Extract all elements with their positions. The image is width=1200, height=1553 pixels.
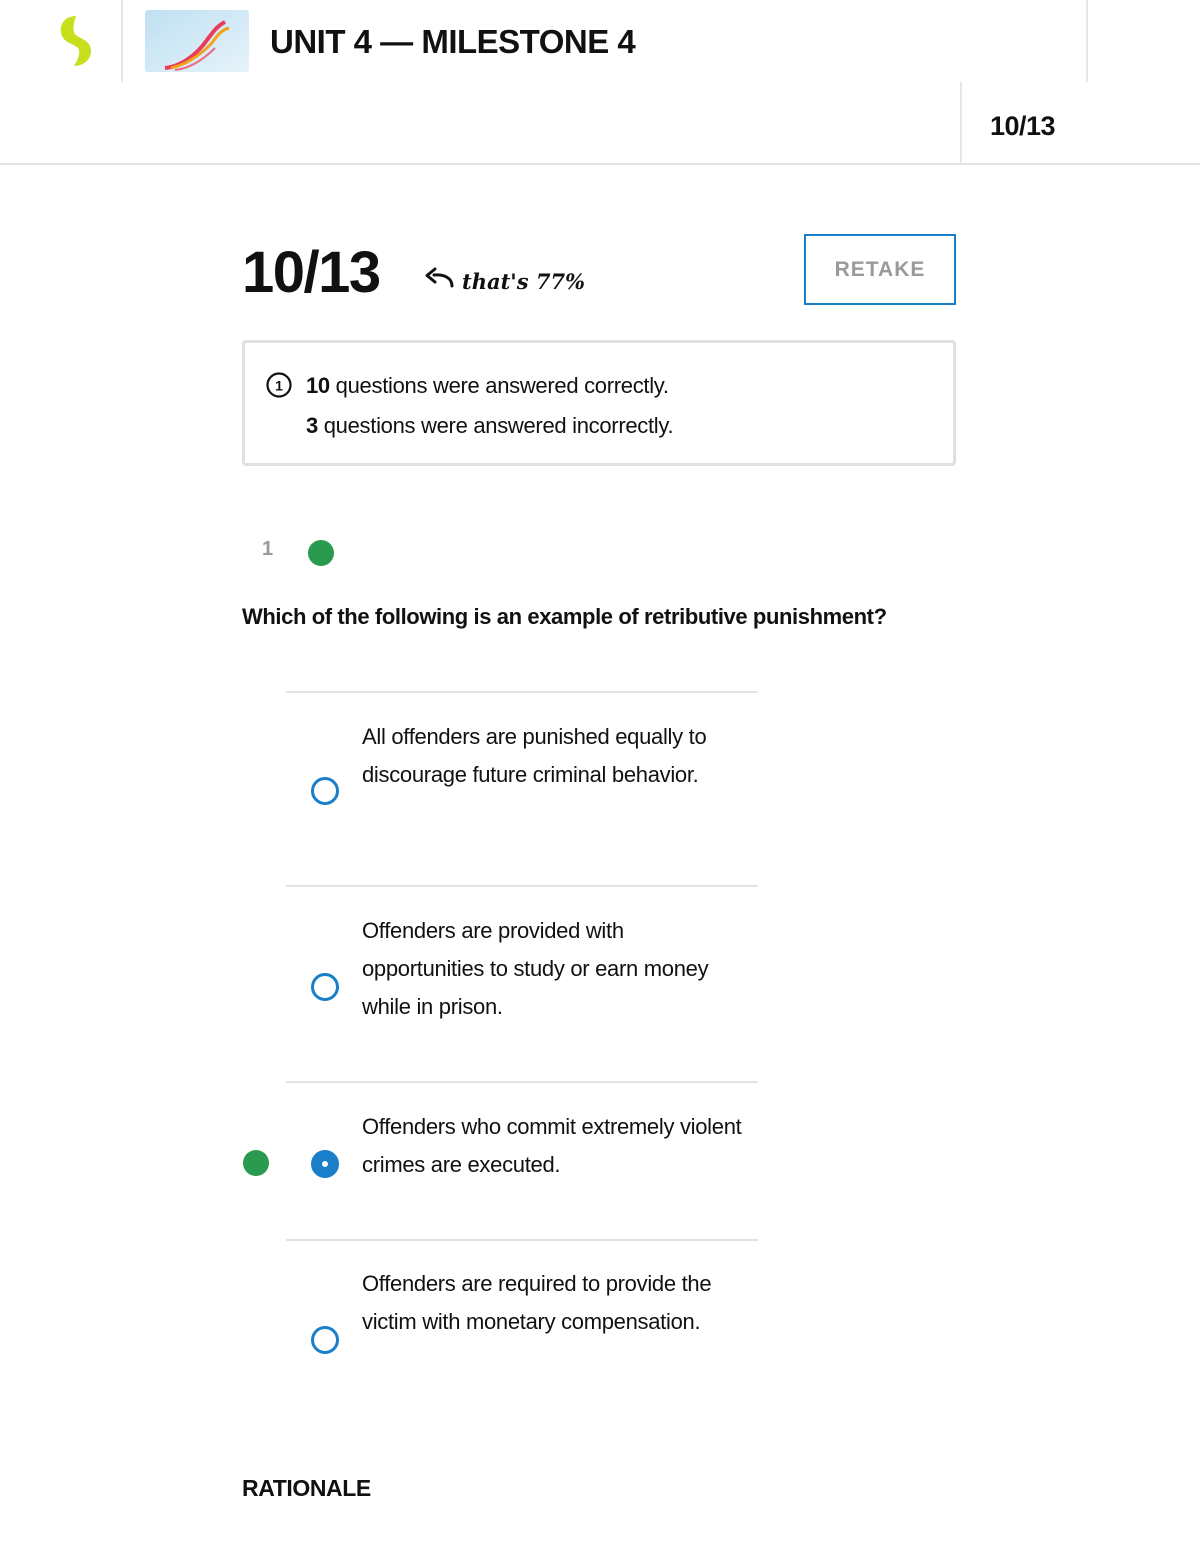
option-radio[interactable] xyxy=(311,1326,339,1354)
course-thumbnail-image xyxy=(145,10,249,72)
question-text: Which of the following is an example of retributive punishment? xyxy=(242,604,887,629)
option-radio-selected[interactable] xyxy=(311,1150,339,1178)
option-text: Offenders are provided with opportunities to study or earn money while in prison. xyxy=(362,918,709,1019)
score-percent xyxy=(422,266,585,297)
incorrect-summary: 3 questions were answered incorrectly. xyxy=(306,413,674,438)
info-icon xyxy=(265,371,293,399)
percent-text: that's 77% xyxy=(462,269,586,294)
header-divider xyxy=(121,0,123,82)
correct-summary: 10 questions were answered correctly. xyxy=(306,373,669,398)
header-bottom-border xyxy=(0,163,1200,165)
page-title: UNIT 4 — MILESTONE 4 xyxy=(270,23,636,60)
question-correct-indicator xyxy=(308,540,334,566)
results-summary-box xyxy=(242,340,956,466)
option-divider xyxy=(286,691,758,693)
option-divider xyxy=(286,1081,758,1083)
retake-button[interactable]: RETAKE xyxy=(804,234,956,305)
option-divider xyxy=(286,885,758,887)
score-value: 10/13 xyxy=(242,240,380,305)
option-radio[interactable] xyxy=(311,777,339,805)
option-text: All offenders are punished equally to discourage future criminal behavior. xyxy=(362,724,707,787)
curved-arrow-icon xyxy=(422,266,456,297)
sophia-logo-icon[interactable] xyxy=(54,14,98,70)
header-divider xyxy=(1086,0,1088,82)
header-score: 10/13 xyxy=(990,111,1056,141)
correct-answer-indicator xyxy=(243,1150,269,1176)
option-radio[interactable] xyxy=(311,973,339,1001)
option-text: Offenders who commit extremely violent crimes are executed. xyxy=(362,1114,742,1177)
option-divider xyxy=(286,1239,758,1241)
option-text: Offenders are required to provide the victim with monetary compensation. xyxy=(362,1271,712,1334)
score-divider xyxy=(960,82,962,164)
question-number: 1 xyxy=(262,538,274,560)
svg-text:1: 1 xyxy=(275,377,283,394)
rationale-heading: RATIONALE xyxy=(242,1475,371,1501)
